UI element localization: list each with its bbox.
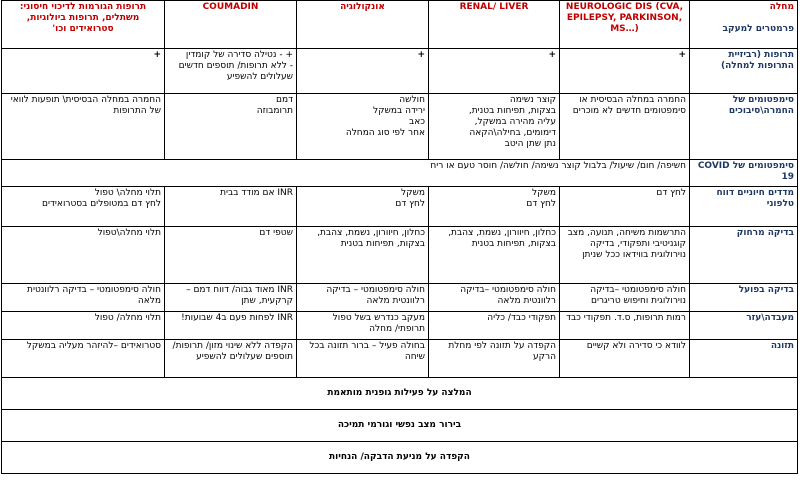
table-row xyxy=(2,312,798,340)
table-row xyxy=(2,284,798,312)
header-corner-cell xyxy=(690,1,798,49)
cell-immuno: החמרה במחלה הבסיסית\ תופעות לוואי של התרופות xyxy=(2,94,165,160)
cell-immuno: סטרואידים –להיזהר מעליה במשקל xyxy=(2,340,165,378)
row-label: סימפטומים של COVID 19 xyxy=(690,160,798,187)
header-immuno: תרופות הגורמות לדיכוי חיסוני: משתלים, תרופות ביולוגיות, סטרואידים וכו' xyxy=(2,1,165,49)
table-row xyxy=(2,187,798,227)
cell-neuro: לוודא כי סדירה ולא קשיים xyxy=(560,340,690,378)
cell-immuno: תלוי מחלה\טפול xyxy=(2,227,165,284)
header-onco: אונקולוגיה xyxy=(297,1,429,49)
row-label: מעבדה\עזר xyxy=(690,312,798,340)
params-label: פרמטרים למעקב xyxy=(722,24,794,34)
cell-onco: חולה סימפטומטי – בדיקה רלוונטית מלאה xyxy=(297,284,429,312)
header-row xyxy=(2,1,798,49)
cell-coumadin: + - נטילה סדירה של קומדין - ללא תרופות/ תוספים חדשים שעלולים להשפיע xyxy=(165,49,297,94)
header-coumadin: COUMADIN xyxy=(165,1,297,49)
cell-onco: כחלון, חיוורון, נשמת, צהבת, בצקות, תפיחות בטנית xyxy=(297,227,429,284)
cell-immuno: + xyxy=(2,49,165,94)
cell-neuro: לחץ דם xyxy=(560,187,690,227)
cell-neuro: החמרה במחלה הבסיסית או סימפטומים חדשים לא מוכרים xyxy=(560,94,690,160)
cell-coumadin: שטפי דם xyxy=(165,227,297,284)
cell-onco: + xyxy=(297,49,429,94)
disease-label: מחלה xyxy=(769,2,794,12)
table-row xyxy=(2,160,798,187)
cell-coumadin: הקפדה ללא שינוי מזון/ תרופות/ תוספים שעלולים להשפיע xyxy=(165,340,297,378)
cell-renal: כחלון, חיוורון, נשמת, צהבת, בצקות, תפיחות בטנית xyxy=(429,227,560,284)
cell-renal: + xyxy=(429,49,560,94)
cell-neuro: התרשמות משיחה, תנועה, מצב קוגניטיבי ותפקודי, בדיקה נוירולוגית בווידאו ככל שניתן xyxy=(560,227,690,284)
row-label: בדיקה מרחוק xyxy=(690,227,798,284)
cell-renal: קוצר נשימה בצקות, תפיחות בטנית, עליה מהירה במשקל, דימומים, בחילה\הקאה נתן שתן היטב xyxy=(429,94,560,160)
footer-row xyxy=(2,410,798,442)
cell-merged: חשיפה/ חום/ שיעול/ בלבול קוצר נשימה/ חולשה/ חוסר טעם או ריח xyxy=(2,160,690,187)
cell-onco: משקל לחץ דם xyxy=(297,187,429,227)
table-row xyxy=(2,49,798,94)
cell-coumadin: INR אם מודד בבית xyxy=(165,187,297,227)
cell-coumadin: INR מאוד גבוה/ דווח דמם – קרקעית, שתן xyxy=(165,284,297,312)
table-row xyxy=(2,227,798,284)
footer-infection-text: הקפדה על מניעת הדבקה/ הנחיות xyxy=(2,442,798,474)
table-row xyxy=(2,94,798,160)
cell-renal: חולה סימפטומטי –בדיקה רלוונטית מלאה xyxy=(429,284,560,312)
header-neuro: NEUROLOGIC DIS (CVA, EPILEPSY, PARKINSON, MS…) xyxy=(560,1,690,49)
cell-immuno: תלוי מחלה/ טפול xyxy=(2,312,165,340)
header-renal: RENAL/ LIVER xyxy=(429,1,560,49)
cell-onco: בחולה פעיל – ברור תזונה בכל שיחה xyxy=(297,340,429,378)
cell-coumadin: דמם תרומבוזה xyxy=(165,94,297,160)
cell-neuro: חולה סימפטומטי –בדיקה נוירולוגית וחיפוש טריגרים xyxy=(560,284,690,312)
cell-immuno: תלוי מחלה\ טפול לחץ דם במטופלים בסטרואידים xyxy=(2,187,165,227)
footer-exercise-text: המלצה על פעילות גופנית מותאמת xyxy=(2,378,798,410)
cell-immuno: חולה סימפטומטי – בדיקה רלוונטית מלאה xyxy=(2,284,165,312)
cell-neuro: רמות תרופות, ס.ד. תפקודי כבד xyxy=(560,312,690,340)
follow-up-table xyxy=(1,0,798,474)
cell-renal: הקפדה על תזונה לפי מחלת הרקע xyxy=(429,340,560,378)
row-label: סימפטומים של החמרה\סיבוכים xyxy=(690,94,798,160)
table-row xyxy=(2,340,798,378)
footer-mental-text: בירור מצב נפשי וגורמי תמיכה xyxy=(2,410,798,442)
cell-onco: מעקב כנדרש בשל טפול תרופתי/ מחלה xyxy=(297,312,429,340)
cell-renal: משקל לחץ דם xyxy=(429,187,560,227)
row-label: בדיקה בפועל xyxy=(690,284,798,312)
footer-row xyxy=(2,442,798,474)
row-label: תזונה xyxy=(690,340,798,378)
footer-row xyxy=(2,378,798,410)
row-label: תרופות (רביזיית התרופות למחלה) xyxy=(690,49,798,94)
cell-onco: חולשה ירידה במשקל כאב אחר לפי סוג המחלה xyxy=(297,94,429,160)
row-label: מדדים חיוניים דווח טלפוני xyxy=(690,187,798,227)
cell-renal: תפקודי כבד/ כליה xyxy=(429,312,560,340)
cell-coumadin: INR לפחות פעם ב4 שבועות! xyxy=(165,312,297,340)
cell-neuro: + xyxy=(560,49,690,94)
